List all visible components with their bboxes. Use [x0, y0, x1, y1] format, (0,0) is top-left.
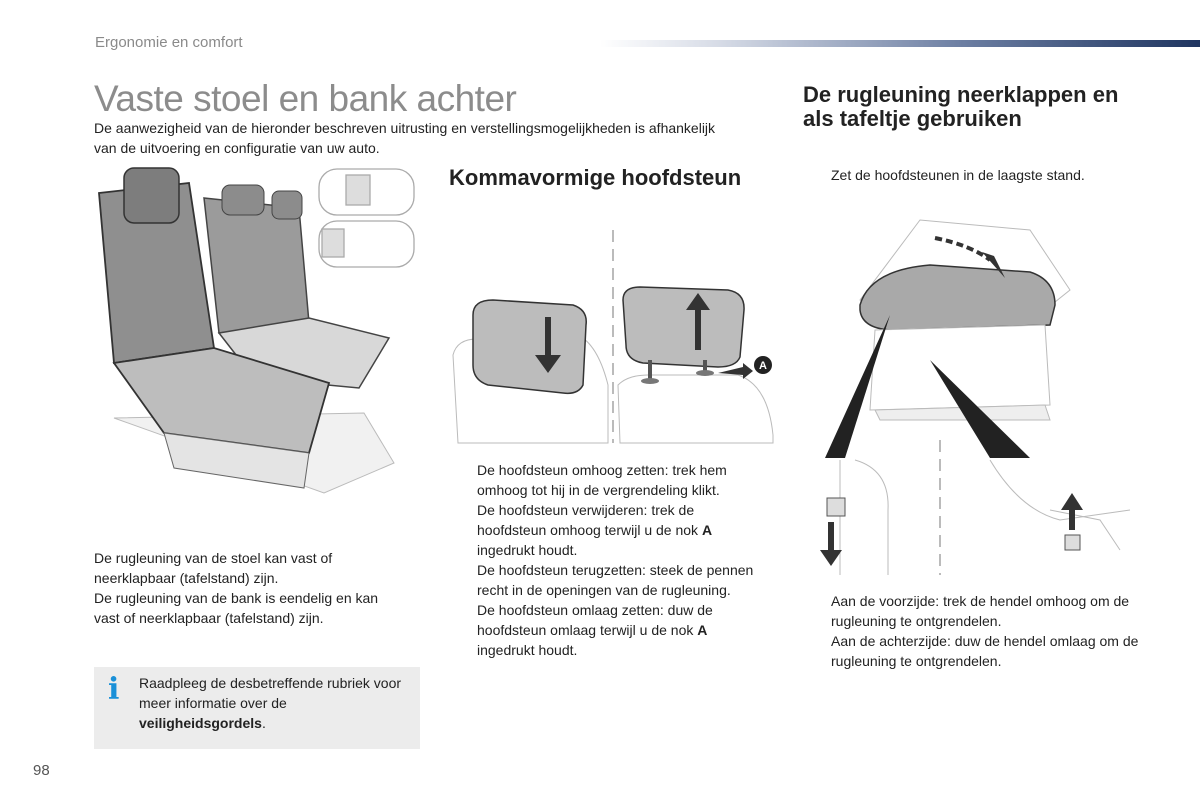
- heading-headrest: Kommavormige hoofdsteun: [449, 165, 742, 190]
- headrest-down-shape: [473, 300, 586, 393]
- section-label: Ergonomie en comfort: [95, 34, 243, 51]
- folded-backrest-shape: [860, 265, 1055, 330]
- seat-caption: [94, 548, 424, 628]
- list-item-text: De hoofdsteun omlaag zetten: duw de hoofdsteun omlaag terwijl u de nok: [477, 602, 713, 638]
- list-item-text-end: ingedrukt houdt.: [477, 542, 578, 558]
- headrest-illustration: [448, 225, 778, 445]
- header-gradient-bar: [600, 40, 1200, 47]
- list-item: [449, 460, 759, 500]
- list-item-text: Aan de voorzijde: trek de hendel omhoog om de rugleuning te ontgrendelen.: [831, 593, 1130, 629]
- list-item-text: Aan de achterzijde: duw de hendel omlaag om de rugleuning te ontgrendelen.: [831, 633, 1139, 669]
- fold-lever-list: [803, 591, 1143, 671]
- van-diagram-icon: [319, 169, 414, 267]
- intro-paragraph: De aanwezigheid van de hieronder beschreven uitrusting en verstellingsmogelijkheden is afhankelijk van de uitvoering en configuratie van uw auto.: [94, 120, 716, 156]
- seat-caption-line: De rugleuning van de stoel kan vast of: [94, 550, 333, 566]
- list-item-bold: A: [701, 522, 713, 538]
- headrest-up-shape: [623, 287, 744, 367]
- list-item: [449, 600, 759, 660]
- list-item: [803, 591, 1143, 631]
- list-item-text: De hoofdsteun terugzetten: steek de pennen recht in de openingen van de rugleuning.: [477, 562, 754, 598]
- backrest-fold-illustration: [800, 210, 1135, 580]
- list-item-text-end: ingedrukt houdt.: [477, 642, 578, 658]
- info-text: [139, 673, 409, 733]
- seat-caption-line: neerklapbaar (tafelstand) zijn.: [94, 570, 279, 586]
- list-item: [449, 500, 759, 560]
- list-item-text: Zet de hoofdsteunen in de laagste stand.: [831, 167, 1085, 183]
- list-item: [803, 165, 1143, 185]
- info-text-bold: veiligheidsgordels: [139, 715, 262, 731]
- list-item-text: De hoofdsteun verwijderen: trek de hoofdsteun omhoog terwijl u de nok: [477, 502, 702, 538]
- seat-bench-illustration: [94, 163, 424, 533]
- page-title: Vaste stoel en bank achter: [94, 78, 517, 119]
- arrow-up-icon: [1061, 493, 1083, 530]
- fold-step-list: [803, 165, 1143, 185]
- list-item-bold: A: [697, 622, 708, 638]
- info-box: [94, 667, 420, 749]
- lever-rear-icon: [1065, 535, 1080, 550]
- lever-front-icon: [827, 498, 845, 516]
- heading-fold-backrest: De rugleuning neerklappen en als tafeltje gebruiken: [803, 82, 1119, 131]
- page-number: 98: [33, 762, 50, 779]
- seat-caption-line: vast of neerklapbaar (tafelstand) zijn.: [94, 610, 324, 626]
- list-item: [803, 631, 1143, 671]
- callout-a-label: A: [759, 360, 767, 372]
- seat-caption-line: De rugleuning van de bank is eendelig en kan: [94, 590, 379, 606]
- info-icon: i: [108, 672, 120, 707]
- info-text-end: .: [261, 715, 266, 731]
- info-text-start: Raadpleeg de desbetreffende rubriek voor meer informatie over de: [139, 675, 402, 711]
- list-item: [449, 560, 759, 600]
- headrest-instructions-list: [449, 460, 759, 660]
- list-item-text: De hoofdsteun omhoog zetten: trek hem omhoog tot hij in de vergrendeling klikt.: [477, 462, 727, 498]
- arrow-down-icon: [820, 522, 842, 566]
